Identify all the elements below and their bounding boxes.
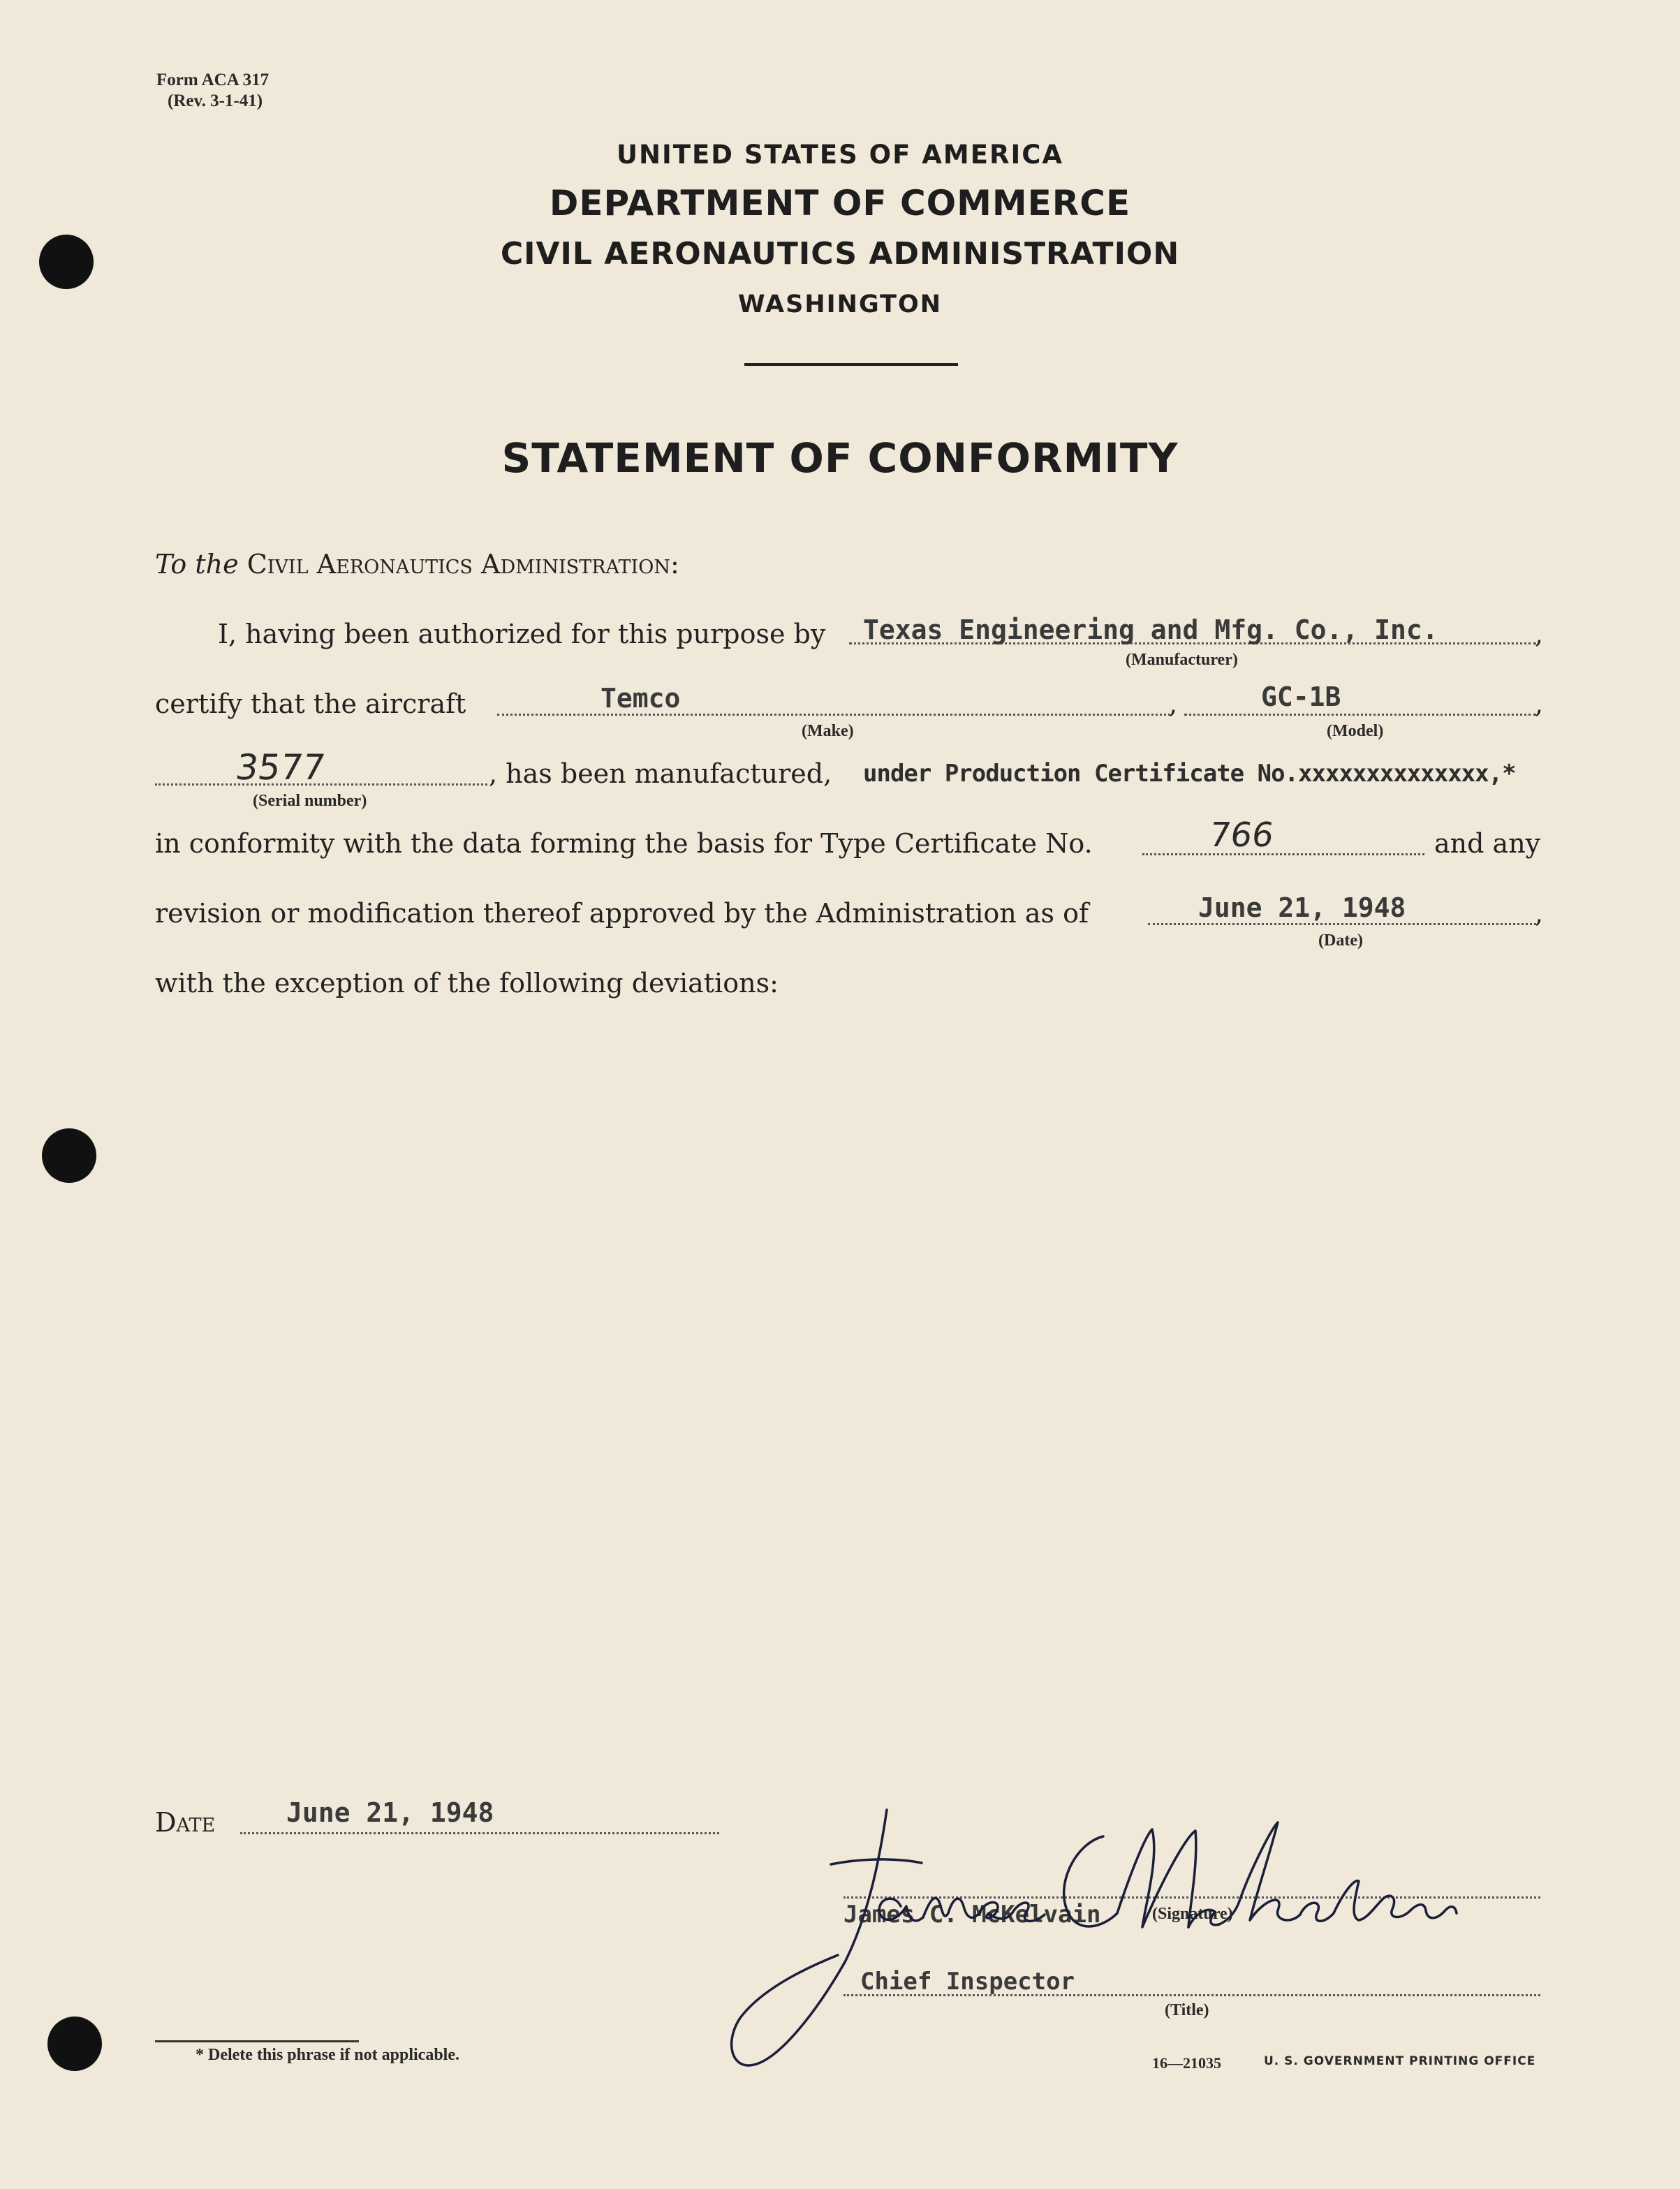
revision-text: revision or modification thereof approved by the Administration as of	[155, 898, 1089, 929]
typed-signer-name: James C. McKelvain	[843, 1901, 1101, 1929]
serial-number-value: 3577	[233, 747, 328, 788]
as-of-date-field-line	[1148, 923, 1536, 925]
struck-production-phrase: under Production Certificate No.xxxxxxxxxxxxxx,*	[863, 760, 1516, 788]
document-title: STATEMENT OF CONFORMITY	[501, 434, 1179, 482]
authorized-text: I, having been authorized for this purpose by	[218, 619, 826, 649]
model-caption: (Model)	[1327, 722, 1384, 740]
type-certificate-value: 766	[1207, 816, 1276, 855]
certify-text: certify that the aircraft	[155, 688, 466, 719]
as-of-date-value: June 21, 1948	[1198, 892, 1406, 923]
binder-hole-middle	[42, 1128, 96, 1183]
form-code: 16—21035	[1152, 2054, 1221, 2072]
make-value: Temco	[600, 683, 681, 714]
model-field-line	[1184, 714, 1536, 716]
printer-credit: U. S. GOVERNMENT PRINTING OFFICE	[1264, 2054, 1536, 2068]
signature-date-value: June 21, 1948	[286, 1797, 494, 1828]
date-caption: (Date)	[1318, 931, 1363, 950]
header-country: UNITED STATES OF AMERICA	[616, 140, 1064, 170]
footnote: * Delete this phrase if not applicable.	[196, 2046, 459, 2064]
title-caption: (Title)	[1165, 2001, 1209, 2019]
line1-comma: ,	[1535, 619, 1544, 649]
make-field-line	[497, 714, 1170, 716]
salutation-prefix: To the	[155, 549, 239, 580]
line2-comma-1: ,	[1169, 688, 1178, 719]
footnote-rule	[155, 2040, 359, 2042]
make-caption: (Make)	[802, 722, 854, 740]
header-department: DEPARTMENT OF COMMERCE	[549, 183, 1131, 223]
type-certificate-field-line	[1142, 853, 1424, 855]
signature-date-field-line	[240, 1832, 719, 1834]
salutation-suffix: :	[670, 549, 679, 580]
line5-comma: ,	[1535, 898, 1544, 929]
binder-hole-bottom	[47, 2017, 102, 2071]
serial-caption: (Serial number)	[253, 792, 367, 810]
line2-comma-2: ,	[1535, 688, 1544, 719]
typed-signer-title: Chief Inspector	[860, 1968, 1075, 1996]
salutation-agency: Civil Aeronautics Administration	[246, 549, 670, 580]
salutation	[155, 549, 679, 580]
form-revision: (Rev. 3-1-41)	[168, 91, 263, 110]
manufacturer-caption: (Manufacturer)	[1126, 651, 1238, 669]
form-number: Form ACA 317	[156, 71, 270, 89]
handwritten-signature	[726, 1794, 1480, 2074]
header-administration: CIVIL AERONAUTICS ADMINISTRATION	[500, 236, 1180, 272]
conformity-text: in conformity with the data forming the basis for Type Certificate No.	[155, 828, 1093, 859]
header-city: WASHINGTON	[738, 290, 942, 318]
exception-text: with the exception of the following deviations:	[155, 968, 779, 998]
manufactured-text: , has been manufactured,	[489, 758, 832, 789]
signature-caption: (Signature)	[1152, 1905, 1233, 1923]
header-rule	[744, 363, 958, 366]
and-any-text: and any	[1434, 828, 1541, 859]
date-label: Date	[155, 1807, 216, 1838]
form-number-block	[156, 70, 269, 112]
model-value: GC-1B	[1261, 681, 1341, 712]
manufacturer-value: Texas Engineering and Mfg. Co., Inc.	[863, 614, 1438, 645]
